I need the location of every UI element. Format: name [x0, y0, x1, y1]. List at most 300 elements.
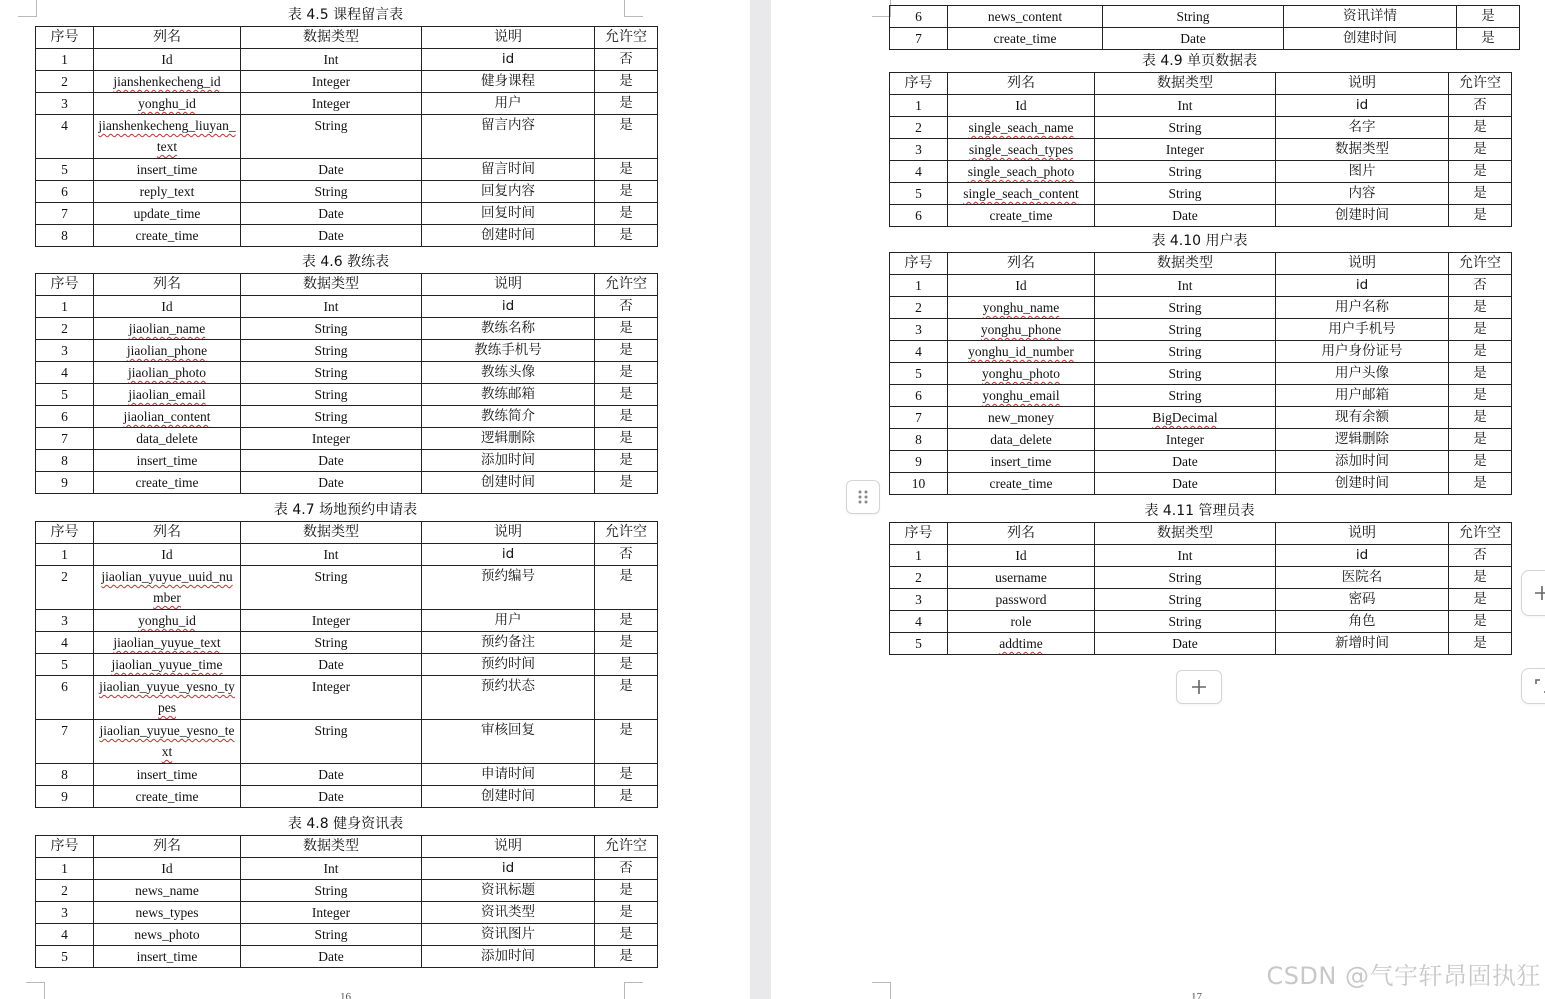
header-cell: 允许空: [1449, 253, 1512, 275]
cell-column-name: create_time: [948, 28, 1103, 50]
cell-column-name: jiaolian_name: [128, 321, 206, 336]
cell-index: 7: [36, 428, 94, 450]
cell-type: Integer: [1095, 139, 1276, 161]
table-header-row: [890, 73, 1512, 95]
cell-nullable: 是: [595, 384, 658, 406]
cell-type: Integer: [241, 93, 422, 115]
page-number: 16: [340, 991, 351, 999]
cell-nullable: 是: [1449, 297, 1512, 319]
cell-type: String: [1095, 117, 1276, 139]
cell-nullable: 是: [1449, 363, 1512, 385]
cell-nullable: 是: [595, 450, 658, 472]
table-row: [890, 473, 1512, 495]
cell-desc: 密码: [1276, 589, 1449, 611]
cell-desc: 图片: [1276, 161, 1449, 183]
cell-type: String: [1095, 611, 1276, 633]
table-block-4-7: [35, 500, 656, 808]
cell-nullable: 是: [595, 902, 658, 924]
header-cell: 允许空: [1449, 73, 1512, 95]
cell-type: String: [1095, 161, 1276, 183]
cell-column-name: insert_time: [94, 764, 241, 786]
cell-column-name: addtime: [999, 636, 1043, 651]
cell-index: 5: [36, 654, 94, 676]
cell-desc: 资讯详情: [1284, 6, 1457, 28]
cell-column-name: create_time: [94, 786, 241, 808]
cell-index: 4: [36, 362, 94, 384]
cell-desc: 创建时间: [1276, 473, 1449, 495]
cell-index: 5: [36, 946, 94, 968]
cell-desc: 申请时间: [422, 764, 595, 786]
cell-index: 6: [36, 676, 94, 720]
table-caption: 表 4.9 单页数据表: [1141, 53, 1258, 69]
cell-type: String: [241, 924, 422, 946]
table-row: [36, 720, 658, 764]
cell-desc: 创建时间: [422, 225, 595, 247]
cell-type: Date: [241, 159, 422, 181]
cell-type: String: [1095, 589, 1276, 611]
cell-index: 3: [36, 340, 94, 362]
page-corner-marker: [624, 982, 643, 999]
cell-column-name: Id: [94, 544, 241, 566]
cell-nullable: 是: [595, 720, 658, 764]
cell-column-name: Id: [94, 858, 241, 880]
table-row: [36, 946, 658, 968]
cell-desc: id: [1276, 95, 1449, 117]
table-row: [890, 633, 1512, 655]
cell-type: Date: [1095, 633, 1276, 655]
cell-desc: 内容: [1276, 183, 1449, 205]
side-add-button[interactable]: [1521, 570, 1545, 616]
cell-desc: 用户: [422, 93, 595, 115]
cell-nullable: 是: [595, 428, 658, 450]
header-cell: 列名: [948, 523, 1095, 545]
cell-nullable: 否: [595, 544, 658, 566]
cell-index: 5: [890, 363, 948, 385]
cell-desc: 留言内容: [422, 115, 595, 159]
table-caption: 表 4.5 课程留言表: [287, 7, 404, 23]
cell-column-name: username: [948, 567, 1095, 589]
cell-column-name: insert_time: [948, 451, 1095, 473]
cell-index: 3: [890, 139, 948, 161]
add-block-button[interactable]: [1176, 670, 1222, 704]
cell-desc: 回复时间: [422, 203, 595, 225]
cell-desc: 用户身份证号: [1276, 341, 1449, 363]
table-row: [890, 297, 1512, 319]
cell-column-name: jiaolian_photo: [128, 365, 206, 380]
cell-type: Date: [241, 654, 422, 676]
table-row: [36, 902, 658, 924]
cell-column-name: single_seach_content: [963, 186, 1079, 201]
cell-index: 5: [890, 633, 948, 655]
cell-type: Date: [241, 786, 422, 808]
cell-index: 8: [36, 225, 94, 247]
cell-type: Integer: [241, 610, 422, 632]
cell-type: String: [241, 181, 422, 203]
cell-type: Date: [241, 450, 422, 472]
cell-nullable: 是: [1449, 161, 1512, 183]
cell-desc: 医院名: [1276, 567, 1449, 589]
cell-index: 6: [36, 181, 94, 203]
header-cell: 说明: [422, 522, 595, 544]
cell-column-name: jianshenkecheng_id: [113, 74, 221, 89]
header-cell: 允许空: [595, 836, 658, 858]
cell-type: BigDecimal: [1152, 410, 1218, 425]
table-row: [36, 764, 658, 786]
table-row: [36, 544, 658, 566]
cell-nullable: 是: [595, 654, 658, 676]
page-number: 17: [1191, 991, 1202, 999]
cell-desc: 资讯图片: [422, 924, 595, 946]
cell-desc: 预约编号: [422, 566, 595, 610]
cell-type: Int: [241, 49, 422, 71]
cell-index: 4: [36, 632, 94, 654]
cell-type: Date: [1095, 451, 1276, 473]
cell-nullable: 是: [1449, 567, 1512, 589]
cell-index: 2: [36, 880, 94, 902]
cell-nullable: 是: [595, 472, 658, 494]
table-row: [890, 385, 1512, 407]
table-row: [36, 610, 658, 632]
cell-column-name: role: [948, 611, 1095, 633]
cell-column-name: Id: [94, 49, 241, 71]
cell-column-name: create_time: [948, 473, 1095, 495]
cell-type: Date: [241, 472, 422, 494]
cell-desc: 留言时间: [422, 159, 595, 181]
cell-desc: 添加时间: [1276, 451, 1449, 473]
cell-type: String: [241, 632, 422, 654]
cell-nullable: 是: [1449, 407, 1512, 429]
cell-type: String: [1095, 319, 1276, 341]
cell-index: 4: [890, 341, 948, 363]
table-row: [890, 275, 1512, 297]
watermark: CSDN @气宇轩昂固执狂: [1266, 962, 1541, 990]
cell-desc: 数据类型: [1276, 139, 1449, 161]
cell-nullable: 是: [595, 566, 658, 610]
cell-desc: id: [1276, 545, 1449, 567]
cell-desc: 创建时间: [1284, 28, 1457, 50]
cell-nullable: 是: [1449, 451, 1512, 473]
data-table: [889, 252, 1512, 495]
table-row: [36, 472, 658, 494]
table-header-row: [890, 253, 1512, 275]
cell-desc: 回复内容: [422, 181, 595, 203]
cell-column-name: Id: [948, 275, 1095, 297]
drag-handle-button[interactable]: [846, 480, 880, 514]
table-caption: 表 4.11 管理员表: [1144, 503, 1255, 519]
cell-column-name: news_photo: [94, 924, 241, 946]
cell-desc: 逻辑删除: [1276, 429, 1449, 451]
cell-type: Integer: [241, 902, 422, 924]
table-row: [36, 566, 658, 610]
header-cell: 序号: [36, 522, 94, 544]
cell-nullable: 是: [595, 610, 658, 632]
table-row: [36, 880, 658, 902]
cell-desc: 用户邮箱: [1276, 385, 1449, 407]
cell-desc: 用户: [422, 610, 595, 632]
expand-button[interactable]: [1521, 668, 1545, 704]
cell-type: Date: [241, 225, 422, 247]
cell-column-name: data_delete: [948, 429, 1095, 451]
table-row: [36, 71, 658, 93]
cell-nullable: 否: [1449, 275, 1512, 297]
cell-desc: 创建时间: [422, 472, 595, 494]
cell-column-name: yonghu_id: [138, 96, 196, 111]
expand-corner-icon: [1535, 679, 1545, 693]
cell-nullable: 是: [595, 764, 658, 786]
table-row: [890, 611, 1512, 633]
cell-desc: 用户头像: [1276, 363, 1449, 385]
cell-desc: 资讯标题: [422, 880, 595, 902]
header-cell: 序号: [890, 73, 948, 95]
header-cell: 允许空: [595, 27, 658, 49]
cell-index: 1: [36, 49, 94, 71]
cell-index: 4: [36, 924, 94, 946]
cell-column-name: update_time: [94, 203, 241, 225]
header-cell: 序号: [36, 836, 94, 858]
cell-type: String: [1095, 567, 1276, 589]
cell-desc: 创建时间: [1276, 205, 1449, 227]
table-row: [36, 428, 658, 450]
cell-index: 10: [890, 473, 948, 495]
table-row: [36, 362, 658, 384]
cell-column-name: yonghu_email: [982, 388, 1060, 403]
cell-desc: id: [1276, 275, 1449, 297]
cell-type: String: [241, 880, 422, 902]
cell-column-name: news_content: [948, 6, 1103, 28]
cell-nullable: 是: [595, 946, 658, 968]
cell-desc: id: [422, 296, 595, 318]
plus-icon: [1190, 678, 1208, 696]
cell-type: String: [1103, 6, 1284, 28]
cell-index: 9: [890, 451, 948, 473]
cell-type: String: [241, 384, 422, 406]
header-cell: 说明: [422, 836, 595, 858]
table-row: [890, 589, 1512, 611]
cell-nullable: 是: [595, 181, 658, 203]
cell-index: 4: [890, 161, 948, 183]
cell-desc: 预约备注: [422, 632, 595, 654]
cell-type: String: [241, 318, 422, 340]
cell-column-name: reply_text: [94, 181, 241, 203]
cell-nullable: 是: [1449, 473, 1512, 495]
table-row: [36, 676, 658, 720]
cell-index: 1: [36, 544, 94, 566]
header-cell: 列名: [948, 73, 1095, 95]
table-block-4-8-continued: [889, 5, 1510, 50]
table-row: [36, 296, 658, 318]
header-cell: 允许空: [595, 522, 658, 544]
cell-index: 8: [890, 429, 948, 451]
cell-nullable: 是: [595, 362, 658, 384]
plus-icon: [1533, 584, 1545, 602]
cell-type: Date: [241, 946, 422, 968]
header-cell: 说明: [422, 27, 595, 49]
cell-nullable: 是: [595, 318, 658, 340]
cell-type: String: [241, 362, 422, 384]
page-corner-marker: [26, 982, 45, 999]
table-header-row: [890, 523, 1512, 545]
cell-nullable: 是: [1449, 429, 1512, 451]
cell-desc: 用户手机号: [1276, 319, 1449, 341]
cell-index: 8: [36, 450, 94, 472]
cell-type: Date: [241, 764, 422, 786]
cell-desc: 名字: [1276, 117, 1449, 139]
header-cell: 说明: [1276, 73, 1449, 95]
table-caption: 表 4.10 用户表: [1151, 233, 1248, 249]
header-cell: 允许空: [1449, 523, 1512, 545]
cell-index: 7: [36, 203, 94, 225]
cell-index: 3: [890, 589, 948, 611]
cell-column-name: Id: [948, 545, 1095, 567]
cell-index: 1: [890, 95, 948, 117]
page-corner-marker: [872, 982, 891, 999]
data-table: [889, 5, 1520, 50]
cell-nullable: 是: [1449, 385, 1512, 407]
cell-nullable: 是: [595, 159, 658, 181]
cell-index: 6: [890, 385, 948, 407]
cell-type: String: [1095, 183, 1276, 205]
table-row: [36, 340, 658, 362]
cell-index: 3: [890, 319, 948, 341]
cell-desc: id: [422, 858, 595, 880]
data-table: [889, 72, 1512, 227]
cell-desc: 预约状态: [422, 676, 595, 720]
table-row: [890, 567, 1512, 589]
document-page-right: [771, 0, 1545, 999]
cell-index: 2: [36, 318, 94, 340]
cell-index: 6: [36, 406, 94, 428]
table-row: [36, 49, 658, 71]
cell-index: 2: [890, 117, 948, 139]
table-row: [890, 407, 1512, 429]
header-cell: 序号: [36, 274, 94, 296]
cell-column-name: jiaolian_yuyue_time: [111, 657, 223, 672]
cell-column-name: jiaolian_yuyue_yesno_text: [99, 723, 235, 759]
cell-nullable: 是: [595, 71, 658, 93]
cell-type: Int: [1095, 275, 1276, 297]
cell-column-name: jiaolian_yuyue_yesno_types: [99, 679, 235, 715]
header-cell: 数据类型: [241, 836, 422, 858]
cell-desc: 资讯类型: [422, 902, 595, 924]
table-row: [890, 319, 1512, 341]
cell-type: Date: [1095, 205, 1276, 227]
cell-index: 5: [36, 159, 94, 181]
cell-desc: 预约时间: [422, 654, 595, 676]
cell-desc: 用户名称: [1276, 297, 1449, 319]
table-row: [36, 786, 658, 808]
cell-nullable: 否: [595, 858, 658, 880]
header-cell: 序号: [890, 523, 948, 545]
cell-column-name: jiaolian_content: [123, 409, 211, 424]
cell-nullable: 是: [595, 676, 658, 720]
table-row: [36, 203, 658, 225]
cell-index: 2: [36, 71, 94, 93]
cell-type: String: [241, 340, 422, 362]
table-row: [890, 429, 1512, 451]
cell-column-name: single_seach_types: [968, 142, 1074, 157]
table-block-4-5: [35, 5, 656, 247]
cell-index: 1: [36, 858, 94, 880]
table-caption: 表 4.7 场地预约申请表: [273, 502, 418, 518]
cell-index: 6: [890, 6, 948, 28]
cell-index: 5: [890, 183, 948, 205]
table-caption: 表 4.8 健身资讯表: [287, 816, 404, 832]
cell-nullable: 是: [1449, 319, 1512, 341]
cell-nullable: 是: [595, 924, 658, 946]
cell-column-name: create_time: [94, 472, 241, 494]
cell-column-name: new_money: [948, 407, 1095, 429]
cell-column-name: insert_time: [94, 159, 241, 181]
table-row: [890, 139, 1512, 161]
header-cell: 列名: [94, 836, 241, 858]
header-cell: 序号: [36, 27, 94, 49]
cell-desc: id: [422, 544, 595, 566]
cell-index: 4: [890, 611, 948, 633]
header-cell: 列名: [94, 274, 241, 296]
header-cell: 说明: [1276, 253, 1449, 275]
table-block-4-11: [889, 501, 1510, 655]
table-row: [36, 181, 658, 203]
data-table: [35, 521, 658, 808]
cell-column-name: news_name: [94, 880, 241, 902]
cell-nullable: 是: [595, 880, 658, 902]
table-row: [36, 159, 658, 181]
table-block-4-6: [35, 252, 656, 494]
cell-type: String: [241, 115, 422, 159]
cell-type: String: [241, 566, 422, 610]
table-row: [890, 183, 1512, 205]
cell-desc: 教练头像: [422, 362, 595, 384]
header-cell: 数据类型: [241, 274, 422, 296]
table-row: [36, 115, 658, 159]
cell-column-name: yonghu_photo: [981, 366, 1060, 381]
cell-nullable: 否: [595, 49, 658, 71]
header-cell: 列名: [94, 522, 241, 544]
cell-column-name: yonghu_name: [982, 300, 1060, 315]
cell-index: 9: [36, 472, 94, 494]
table-row: [890, 28, 1520, 50]
header-cell: 数据类型: [241, 27, 422, 49]
cell-desc: 教练简介: [422, 406, 595, 428]
table-row: [36, 406, 658, 428]
cell-nullable: 是: [1457, 6, 1520, 28]
drag-grip-icon: [857, 489, 869, 505]
cell-index: 2: [890, 567, 948, 589]
cell-column-name: create_time: [948, 205, 1095, 227]
cell-desc: 教练名称: [422, 318, 595, 340]
header-cell: 数据类型: [1095, 523, 1276, 545]
cell-desc: 添加时间: [422, 946, 595, 968]
header-cell: 数据类型: [241, 522, 422, 544]
data-table: [35, 26, 658, 247]
cell-type: Int: [241, 296, 422, 318]
cell-nullable: 否: [1449, 95, 1512, 117]
cell-desc: id: [422, 49, 595, 71]
cell-index: 7: [36, 720, 94, 764]
cell-nullable: 否: [1449, 545, 1512, 567]
header-cell: 数据类型: [1095, 73, 1276, 95]
table-block-4-8: [35, 814, 656, 968]
cell-nullable: 是: [595, 203, 658, 225]
table-row: [36, 924, 658, 946]
header-cell: 说明: [1276, 523, 1449, 545]
cell-nullable: 是: [1449, 205, 1512, 227]
cell-column-name: jiaolian_email: [128, 387, 206, 402]
table-row: [890, 117, 1512, 139]
header-cell: 数据类型: [1095, 253, 1276, 275]
cell-type: Date: [1103, 28, 1284, 50]
cell-column-name: data_delete: [94, 428, 241, 450]
